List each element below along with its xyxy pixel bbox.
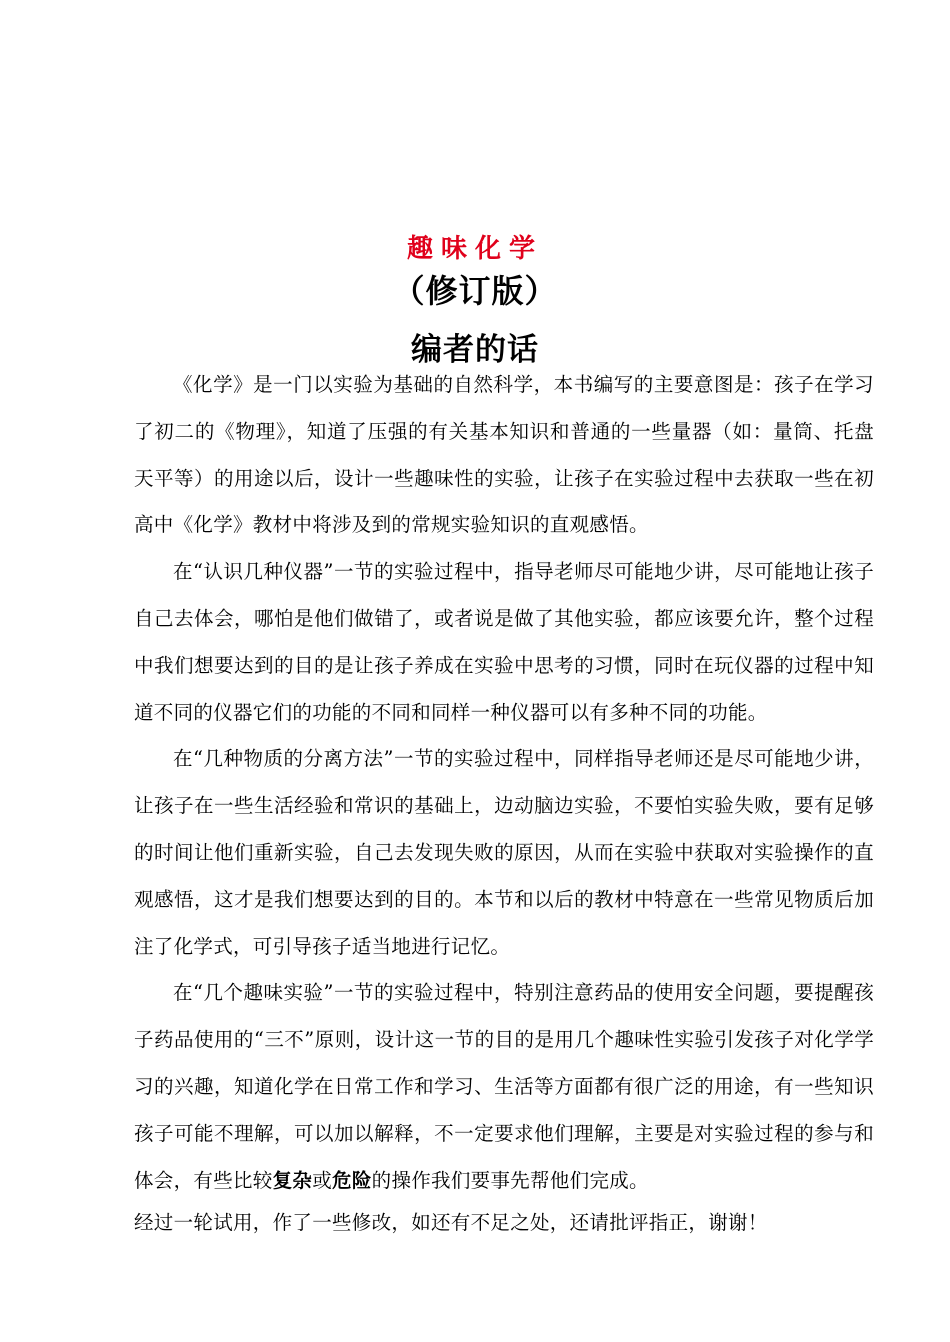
paragraph-instruments: 在“认识几种仪器”一节的实验过程中，指导老师尽可能地少讲，尽可能地让孩子自己去体会，哪怕是他们做错了，或者说是做了其他实验，都应该要允许，整个过程中我们想要达到的目的是让孩子养成在实验中思考的习惯，同时在玩仪器的过程中知道不同的仪器它们的功能的不同和同样一种仪器可以有多种不同的功能。 bbox=[134, 560, 874, 724]
body-text bbox=[134, 362, 874, 1242]
emphasis-dangerous: 危险 bbox=[332, 1168, 372, 1192]
paragraph-fun-experiments bbox=[134, 970, 874, 1204]
closing-line: 经过一轮试用，作了一些修改，如还有不足之处，还请批评指正，谢谢！ bbox=[134, 1211, 768, 1235]
section-heading: 编者的话 bbox=[411, 332, 539, 368]
paragraph-fun-experiments-end: 的操作我们要事先帮他们完成。 bbox=[371, 1168, 649, 1192]
book-title: 趣味化学 bbox=[406, 234, 543, 264]
paragraph-fun-experiments-text: 在“几个趣味实验”一节的实验过程中，特别注意药品的使用安全问题，要提醒孩子药品使用的“三不”原则，设计这一节的目的是用几个趣味性实验引发孩子对化学学习的兴趣，知道化学在日常工作和学习、生活等方面都有很广泛的用途，有一些知识孩子可能不理解，可以加以解释，不一定要求他们理解，主要是对实验过程的参与和体会，有些比较 bbox=[134, 981, 874, 1192]
edition-subtitle: （修订版） bbox=[392, 272, 558, 310]
emphasis-complex: 复杂 bbox=[272, 1168, 313, 1192]
paragraph-separation: 在“几种物质的分离方法”一节的实验过程中，同样指导老师还是尽可能地少讲，让孩子在一些生活经验和常识的基础上，边动脑边实验，不要怕实验失败，要有足够的时间让他们重新实验，自己去发现失败的原因，从而在实验中获取对实验操作的直观感悟，这才是我们想要达到的目的。本节和以后的教材中特意在一些常见物质后加注了化学式，可引导孩子适当地进行记忆。 bbox=[134, 747, 874, 958]
paragraph-intro: 《化学》是一门以实验为基础的自然科学，本书编写的主要意图是：孩子在学习了初二的《物理》，知道了压强的有关基本知识和普通的一些量器（如：量筒、托盘天平等）的用途以后，设计一些趣味性的实验，让孩子在实验过程中去获取一些在初高中《化学》教材中将涉及到的常规实验知识的直观感悟。 bbox=[134, 373, 874, 537]
conjunction-text: 或 bbox=[312, 1168, 333, 1192]
